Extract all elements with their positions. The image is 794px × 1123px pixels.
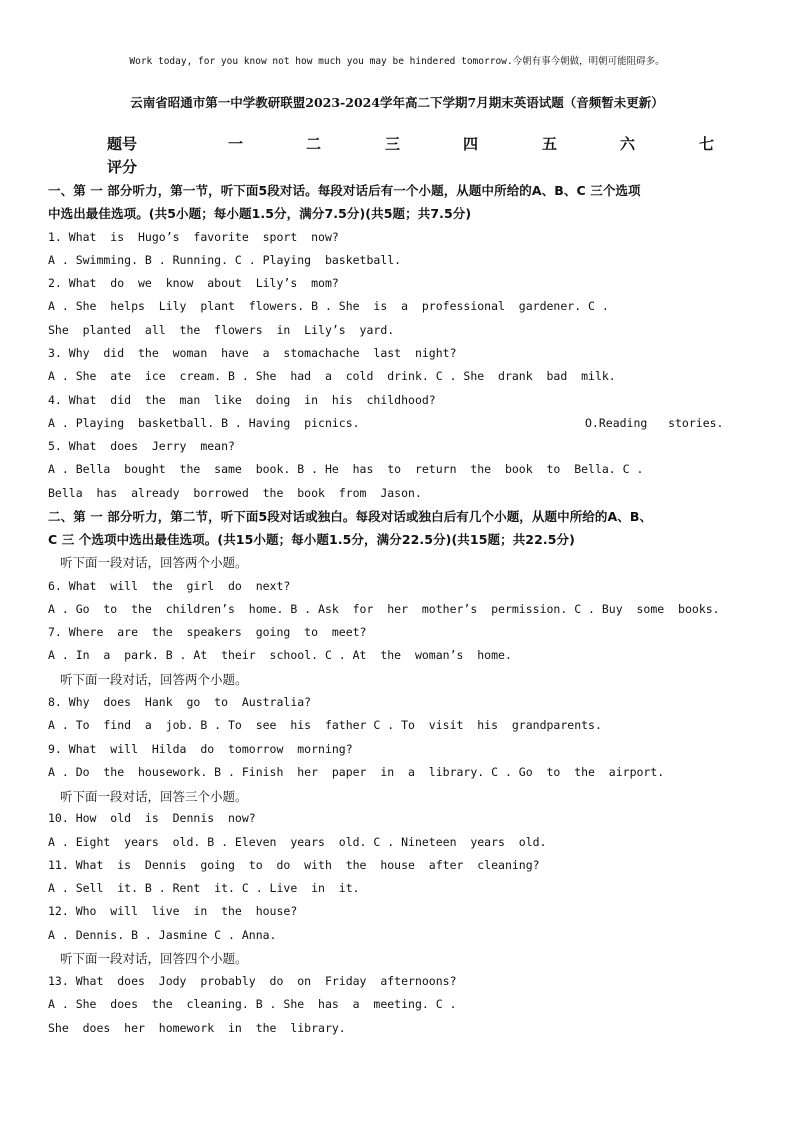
score-header-2: 二: [306, 135, 322, 153]
instruction-dialogue-4: 听下面一段对话，回答四个小题。: [60, 951, 248, 966]
question-13-options: A . She does the cleaning. B . She has a meeting. C .: [48, 997, 457, 1011]
question-2-options-cont: She planted all the flowers in Lily’s yard.: [48, 323, 395, 337]
question-3: 3. Why did the woman have a stomachache last night?: [48, 346, 457, 360]
question-1: 1. What is Hugo’s favorite sport now?: [48, 230, 339, 244]
score-header-7: 七: [699, 135, 715, 153]
question-5: 5. What does Jerry mean?: [48, 439, 235, 453]
score-header-4: 四: [463, 135, 479, 153]
question-1-options: A . Swimming. B . Running. C . Playing basketball.: [48, 253, 402, 267]
instruction-dialogue-3: 听下面一段对话，回答三个小题。: [60, 789, 248, 804]
question-6-options: A . Go to the children’s home. B . Ask for her mother’s permission. C . Buy some books.: [48, 602, 720, 616]
question-12-options: A . Dennis. B . Jasmine C . Anna.: [48, 928, 277, 942]
question-12: 12. Who will live in the house?: [48, 904, 298, 918]
score-header-tihao: 题号: [107, 135, 138, 153]
question-4-option-c: O.Reading stories.: [585, 416, 724, 430]
question-10: 10. How old is Dennis now?: [48, 811, 256, 825]
question-5-options-cont: Bella has already borrowed the book from Jason.: [48, 486, 422, 500]
question-5-options: A . Bella bought the same book. B . He has to return the book to Bella. C .: [48, 462, 644, 476]
question-9-options: A . Do the housework. B . Finish her paper in a library. C . Go to the airport.: [48, 765, 665, 779]
question-4: 4. What did the man like doing in his childhood?: [48, 393, 436, 407]
question-6: 6. What will the girl do next?: [48, 579, 291, 593]
question-3-options: A . She ate ice cream. B . She had a cold drink. C . She drank bad milk.: [48, 369, 616, 383]
score-header-1: 一: [228, 135, 244, 153]
header-motto: Work today, for you know not how much you may be hindered tomorrow.今朝有事今朝做，明朝可能阻碍多。: [129, 56, 665, 67]
section1-heading-line1: 一、第 一 部分听力，第一节，听下面5段对话。每段对话后有一个小题，从题中所给的A、B、C 三个选项: [48, 183, 641, 198]
instruction-dialogue-2: 听下面一段对话，回答两个小题。: [60, 672, 248, 687]
instruction-dialogue-1: 听下面一段对话，回答两个小题。: [60, 555, 248, 570]
question-11: 11. What is Dennis going to do with the house after cleaning?: [48, 858, 540, 872]
section2-heading-line1: 二、第 一 部分听力，第二节，听下面5段对话或独白。每段对话或独白后有几个小题，从题中所给的A、B、: [48, 509, 653, 524]
document-title: 云南省昭通市第一中学教研联盟2023-2024学年高二下学期7月期末英语试题（音频暂未更新）: [130, 95, 664, 110]
question-2: 2. What do we know about Lily’s mom?: [48, 276, 339, 290]
question-4-options-left: A . Playing basketball. B . Having picnics.: [48, 416, 360, 430]
question-8-options: A . To find a job. B . To see his father C . To visit his grandparents.: [48, 718, 602, 732]
question-11-options: A . Sell it. B . Rent it. C . Live in it.: [48, 881, 360, 895]
section2-heading-line2: C 三 个选项中选出最佳选项。(共15小题；每小题1.5分，满分22.5分)(共15题；共22.5分): [48, 532, 575, 547]
score-header-3: 三: [385, 135, 401, 153]
question-8: 8. Why does Hank go to Australia?: [48, 695, 312, 709]
section1-heading-line2: 中选出最佳选项。(共5小题；每小题1.5分，满分7.5分)(共5题；共7.5分): [48, 206, 472, 221]
question-2-options: A . She helps Lily plant flowers. B . She is a professional gardener. C .: [48, 299, 609, 313]
score-header-5: 五: [542, 135, 558, 153]
question-7: 7. Where are the speakers going to meet?: [48, 625, 367, 639]
question-10-options: A . Eight years old. B . Eleven years old. C . Nineteen years old.: [48, 835, 547, 849]
question-9: 9. What will Hilda do tomorrow morning?: [48, 742, 353, 756]
score-row-label: 评分: [107, 158, 138, 176]
question-7-options: A . In a park. B . At their school. C . At the woman’s home.: [48, 648, 512, 662]
score-header-6: 六: [620, 135, 636, 153]
question-13-options-cont: She does her homework in the library.: [48, 1021, 346, 1035]
score-table-header-row: [0, 133, 794, 153]
question-13: 13. What does Jody probably do on Friday afternoons?: [48, 974, 457, 988]
